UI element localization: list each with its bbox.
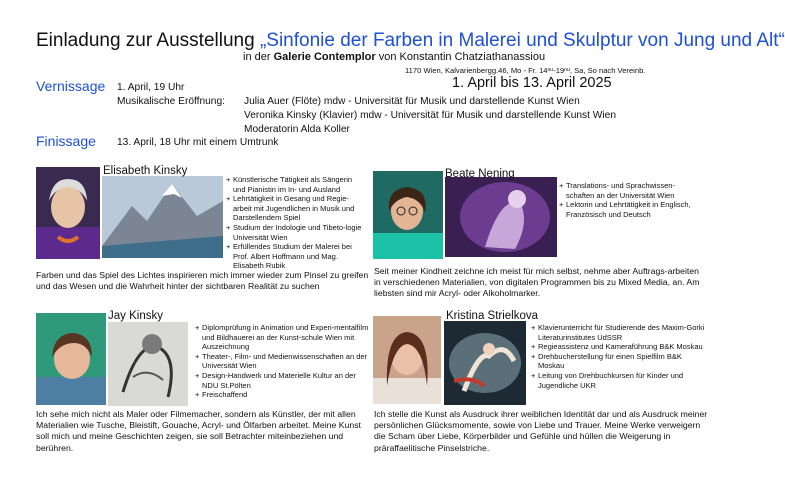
artist-name-elisabeth: Elisabeth Kinsky xyxy=(103,165,188,177)
title-prefix: Einladung zur Ausstellung xyxy=(36,30,255,51)
venue-suffix: von Konstantin Chatziathanassiou xyxy=(378,51,546,63)
music-line-1: Julia Auer (Flöte) mdw - Universität für Musik und darstellende Kunst Wien xyxy=(244,96,580,107)
description-elisabeth: Farben und das Spiel des Lichtes inspirieren mich immer wieder zum Pinsel zu greifen und das Wesen und die Wahrheit hinter der sichtbaren Realität zu suchen xyxy=(36,270,369,292)
description-beate: Seit meiner Kindheit zeichne ich meist für mich selbst, nehme aber Auftrags-arbeiten in verschiedenen Materialien, von digitalen Programmen bis zu Mixed Media, an. Am liebsten sind mir Acryl- oder Alkoholmarker. xyxy=(374,266,700,299)
bullet-item: + Diplomprüfung in Animation und Experi-mentalfilm und Bildhauerei an der Kunst-schule Wien mit Auszeichnung xyxy=(195,323,370,352)
bullets-kristina xyxy=(531,323,706,390)
music-label: Musikalische Eröffnung: xyxy=(117,96,225,107)
exhibition-title: „Sinfonie der Farben in Malerei und Skulptur von Jung und Alt“ xyxy=(259,30,785,51)
address-line: 1170 Wien, Kalvarienbergg.46, Mo - Fr. 14ⁿᵘ-19ⁿᵘ, Sa, So nach Vereinb. xyxy=(405,66,646,75)
page-title xyxy=(36,30,785,52)
venue-prefix: in der xyxy=(243,51,271,63)
bullet-item: + Künstlerische Tätigkeit als Sängerin und Pianistin im In- und Ausland xyxy=(226,175,366,194)
artist-name-kristina: Kristina Strielkova xyxy=(446,310,539,322)
bullet-item: + Design-Handwerk und Materielle Kultur an der NDU St.Pölten xyxy=(195,371,370,390)
description-kristina: Ich stelle die Kunst als Ausdruck ihrer weiblichen Identität dar und als Ausdruck meiner persönlichen Glücksmomente, sowie von Liebe und Trauer. Meine Werke verweigern die Scham über Liebe, Körperbilder und Gefühle und hüllen die Weigerung in präraffaelitische Pinselstriche. xyxy=(374,409,708,453)
finissage-label: Finissage xyxy=(36,133,96,149)
portrait-elisabeth xyxy=(36,167,100,259)
artist-name-jay: Jay Kinsky xyxy=(108,310,163,322)
painting-mountains xyxy=(102,176,223,258)
bullet-item: + Klavierunterricht für Studierende des Maxim-Gorki Literaturinstitutes UdSSR xyxy=(531,323,706,342)
bullet-item: + Lehrtätigkeit in Gesang und Regie-arbeit mit Jugendlichen in Musik und Darstellendem Spiel xyxy=(226,194,366,223)
bullet-item: + Erfüllendes Studium der Malerei bei Prof. Albert Hoffmann und Mag. Elisabeth Rubik xyxy=(226,242,366,271)
bullet-item: + Translations- und Sprachwissen-schaften an der Universität Wien xyxy=(559,181,699,200)
bullets-elisabeth xyxy=(226,175,366,271)
bullet-item: + Freischaffend xyxy=(195,390,370,400)
portrait-kristina xyxy=(373,316,441,404)
painting-dancers xyxy=(444,321,526,405)
vernissage-date: 1. April, 19 Uhr xyxy=(117,82,185,93)
bullet-item: + Theater-, Film- und Medienwissenschaften an der Universität Wien xyxy=(195,352,370,371)
portrait-beate xyxy=(373,171,443,259)
artist-name-beate: Beate Nening xyxy=(445,168,515,180)
venue-line xyxy=(243,51,545,63)
venue-name: Galerie Contemplor xyxy=(273,51,376,63)
bullet-item: + Lektorin und Lehrtätigkeit in Englisch, Französisch und Deutsch xyxy=(559,200,699,219)
bullet-item: + Leitung von Drehbuchkursen für Kinder und Jugendliche UKR xyxy=(531,371,706,390)
music-line-2: Veronika Kinsky (Klavier) mdw - Universität für Musik und darstellende Kunst Wien xyxy=(244,110,616,121)
moderator-line: Moderatorin Alda Koller xyxy=(244,124,350,135)
drawing-sketch xyxy=(108,322,188,406)
bullets-jay xyxy=(195,323,370,400)
bullet-item: + Drehbucherstellung für einen Spielfilm B&K Moskau xyxy=(531,352,706,371)
vernissage-label: Vernissage xyxy=(36,78,106,94)
bullet-item: + Regieassistenz und Kameraführung B&K Moskau xyxy=(531,342,706,352)
bullets-beate xyxy=(559,181,699,219)
bullet-item: + Studium der Indologie und Tibeto-logie Universität Wien xyxy=(226,223,366,242)
portrait-jay xyxy=(36,313,106,405)
description-jay: Ich sehe mich nicht als Maler oder Filmemacher, sondern als Künstler, der mit allen Materialien wie Tusche, Bleistift, Gouache, Acryl- und Ölfarben arbeitet. Meine Kunst soll mich und meine Geschichten zeigen, sie soll Betrachter miteinbeziehen und berühren. xyxy=(36,409,361,453)
date-range: 1. April bis 13. April 2025 xyxy=(452,75,612,91)
painting-violet-figure xyxy=(445,177,557,257)
finissage-text: 13. April, 18 Uhr mit einem Umtrunk xyxy=(117,137,279,148)
